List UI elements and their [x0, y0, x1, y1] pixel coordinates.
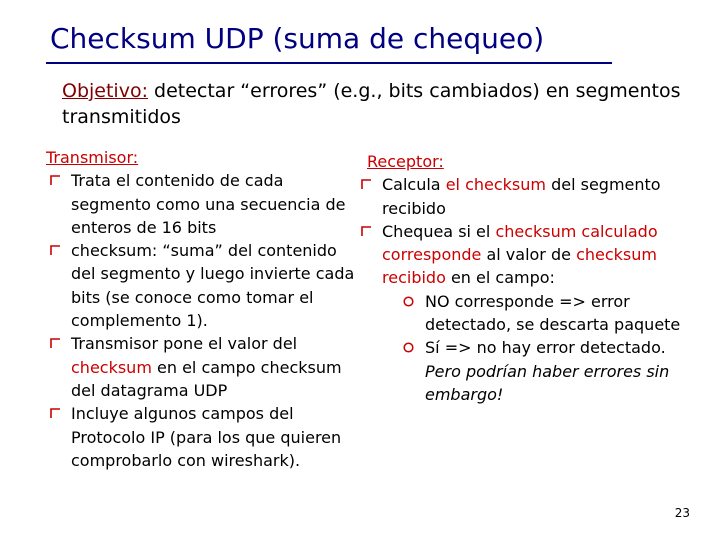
box-bullet-icon — [50, 338, 61, 349]
sender-item-text: Incluye algunos campos del Protocolo IP (para los que quieren comprobarlo con wireshark). — [71, 404, 342, 470]
sender-item-3 — [46, 332, 366, 402]
checksum-highlight: checksum calculado corresponde — [382, 221, 658, 265]
checksum-highlight: checksum — [71, 357, 152, 377]
sender-item-text: Trata el contenido de cada segmento como una secuencia de enteros de 16 bits — [71, 171, 346, 237]
box-bullet-icon — [361, 226, 372, 237]
box-bullet-icon — [50, 245, 61, 256]
receiver-item-text: en el campo: — [445, 268, 555, 288]
sender-item-4 — [46, 402, 366, 472]
sender-item-1 — [46, 169, 366, 239]
sender-item-2 — [46, 239, 366, 332]
receiver-column — [357, 150, 687, 406]
sender-column — [46, 146, 366, 472]
checksum-highlight: el checksum — [445, 175, 546, 195]
sender-item-text: Transmisor pone el valor del — [71, 334, 298, 354]
slide-title: Checksum UDP (suma de chequeo) — [50, 22, 545, 55]
circle-bullet-icon — [403, 296, 414, 307]
sender-item-text: en el campo checksum del datagrama UDP — [71, 357, 342, 400]
receiver-item-text: del segmento recibido — [382, 175, 661, 218]
receiver-subitem-2 — [357, 336, 687, 406]
receiver-item-text: Chequea si el — [382, 221, 496, 241]
circle-bullet-icon — [403, 342, 414, 353]
box-bullet-icon — [361, 179, 372, 190]
receiver-subitem-emphasis: Pero podrían haber errores sin embargo! — [425, 361, 670, 404]
sender-heading: Transmisor: — [46, 148, 139, 167]
box-bullet-icon — [50, 408, 61, 419]
receiver-item-1 — [357, 173, 687, 220]
objective-text: detectar “errores” (e.g., bits cambiados) en segmentos transmitidos — [62, 80, 681, 128]
objective — [62, 78, 682, 130]
title-underline — [46, 62, 612, 64]
page-number: 23 — [674, 506, 690, 520]
receiver-subitem-text: NO corresponde => error detectado, se descarta paquete — [425, 291, 681, 335]
receiver-heading: Receptor: — [367, 152, 444, 171]
receiver-item-2 — [357, 220, 687, 290]
receiver-subitem-1 — [357, 290, 687, 337]
box-bullet-icon — [50, 175, 61, 186]
checksum-highlight: checksum recibido — [382, 245, 657, 288]
objective-label: Objetivo: — [62, 80, 148, 102]
receiver-subitem-text: Sí => no hay error detectado. — [425, 338, 666, 358]
receiver-item-text: al valor de — [481, 245, 577, 265]
sender-item-text: checksum: “suma” del contenido del segmento y luego invierte cada bits (se conoce como tomar el complemento 1). — [71, 241, 355, 331]
receiver-item-text: Calcula — [382, 175, 446, 195]
